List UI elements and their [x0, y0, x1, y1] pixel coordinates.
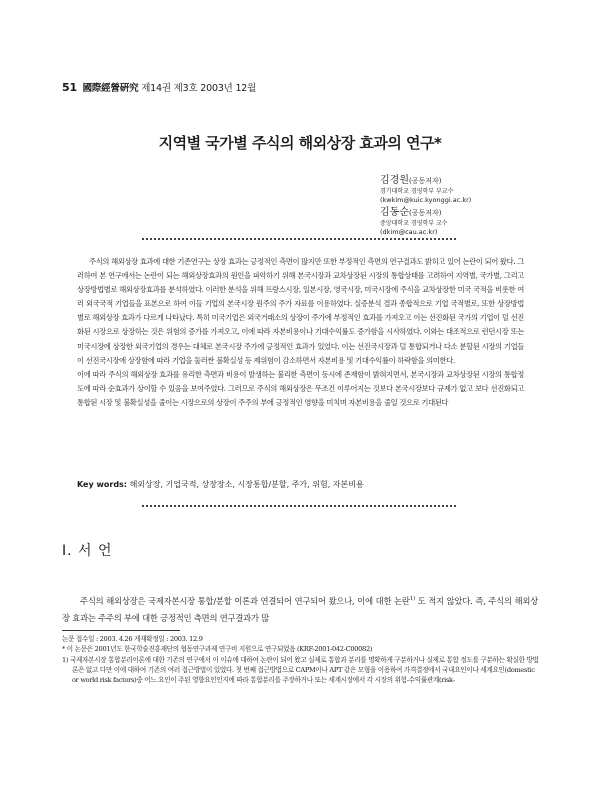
footnote-1: 1) 국제자본시장 통합분리이론에 대한 기존의 연구에서 이 이슈에 대하여 논란이 되어 왔고 실제로 통합과 분리를 명확하게 구분하거나 실제로 통합 정도를 구분하는 확실한 방법론은 없고 다만 이에 대하여 기존의 여러 접근방법이 있었다. 첫 번째 접근방법으로 CAPM이나 APT 같은 모형을 이용하여 가격결정에서 국내요인이나 세계요인(domestic or world risk factors)중 어느 요인이 주된 영향요인인지에 따라 통합분리를 주장하거나 또는 세계시장에서 각 시장의 위험-수익률관계(risk- [62, 655, 539, 685]
body-text-end: 도 적지 않았다. 즉, 주식의 해외상장 효과는 주주의 부에 대한 긍정적인 측면의 연구결과가 많 [62, 596, 539, 623]
body-paragraph [62, 593, 538, 627]
author-role: (공동저자) [408, 209, 442, 217]
author-affiliation: 중앙대학교 경영학부 교수 [380, 220, 448, 227]
footnote-funding: * 이 논문은 2001년도 한국학술진흥재단의 협동연구과제 연구비 지원으로 연구되었음 (KRF-2001-042-C00082) [62, 645, 373, 654]
section-heading: Ⅰ. 서 언 [62, 543, 113, 559]
abstract-top-divider [142, 238, 456, 240]
body-text [62, 593, 538, 627]
abstract-bottom-divider [142, 505, 456, 507]
author-role: (공동저자) [408, 177, 442, 185]
abstract-paragraph-1: 주식의 해외상장 효과에 대한 기존연구는 상장 효과는 긍정적인 측면이 많지만 또한 부정적인 측면의 연구결과도 밝히고 있어 논란이 되어 왔다. 그러하여 본 연구에서는 논란이 되는 해외상장효과의 원인을 파악하기 위해 본국시장과 교차상장된 시장의 통합상태를 고려하여 지역별, 국가별, 그리고 상장방법별로 해외상장효과를 분석하였다. 이러한 분석을 위해 프랑스시장, 일본시장, 영국시장, 미국시장에 주식을 교차상장한 미국 국적을 비롯한 여러 외국국적 기업들을 표본으로 하여 이들 기업의 본국시장 원주의 주가 자료를 이용하였다. 실증분석 결과 종합적으로 기업 국적별로, 또한 상장방법별로 해외상장 효과가 다르게 나타났다. 특히 미국기업은 외국거래소의 상장이 주가에 부정적인 효과를 가져오고 이는 선진화된 국가의 기업이 덜 선진화된 시장으로 상장하는 것은 위험의 증가를 가져오고, 이에 따라 자본비용이나 기대수익률도 증가함을 시사하였다. 이와는 대조적으로 런던시장 또는 미국시장에 상장한 외국기업의 경우는 대체로 본국시장 주가에 긍정적인 효과가 있었다. 이는 선진국시장과 덜 통합되거나 다소 분할된 시장의 기업들이 선진국시장에 상장함에 따라 기업을 둘러싼 불확실성 등 제위험이 감소하면서 자본비용 및 기대수익률이 하락함을 의미한다. [77, 257, 524, 365]
running-header [62, 80, 256, 94]
journal-issue: 제14권 제3호 2003년 12월 [141, 83, 257, 94]
author-name: 김동순 [380, 207, 409, 218]
author-block-2 [380, 200, 448, 237]
author-name: 김경원 [380, 175, 409, 186]
footnote-rule [62, 630, 180, 631]
body-text-start: 주식의 해외상장은 국제자본시장 통합/분할 이론과 연결되어 연구되어 왔으나, 이에 대한 논란 [80, 596, 410, 606]
footnotes [62, 634, 540, 685]
journal-name: 國際經營硏究 [82, 83, 139, 94]
page-number: 51 [62, 81, 77, 94]
abstract-paragraph-2: 이에 따라 주식의 해외상장 효과를 유리한 측면과 비용이 발생하는 불리한 측면이 동시에 존재함이 밝혀지면서, 본국시장과 교차상장된 시장의 통합정도에 따라 순효과가 상이할 수 있음을 보여주었다. 그러므로 주식의 해외상장은 무조건 이루어지는 것보다 본국시장보다 규제가 없고 보다 선진화되고 통합된 시장 및 불확실성을 줄이는 시장으로의 상장이 주주의 부에 긍정적인 영향을 미치며 자본비용을 줄일 것으로 기대된다 [77, 369, 524, 407]
author-affiliation: 경기대학교 경영학부 부교수 [380, 188, 454, 195]
footnote-dates: 논문 접수일 : 2003. 4.26 게재확정일 : 2003. 12.9 [62, 635, 203, 643]
author-email: (kwkim@kuic.kyonggi.ac.kr) [380, 196, 472, 204]
footnote-ref-1: 1) [409, 596, 415, 603]
author-email: (dkim@cau.ac.kr) [380, 228, 438, 236]
keywords-label: Key words: [77, 480, 128, 489]
paper-title: 지역별 국가별 주식의 해외상장 효과의 연구* [158, 134, 442, 152]
keywords-list: 해외상장, 기업국적, 상장장소, 시장통합/분할, 주가, 위험, 자본비용 [129, 480, 364, 489]
keywords [77, 479, 524, 490]
abstract [77, 255, 524, 410]
